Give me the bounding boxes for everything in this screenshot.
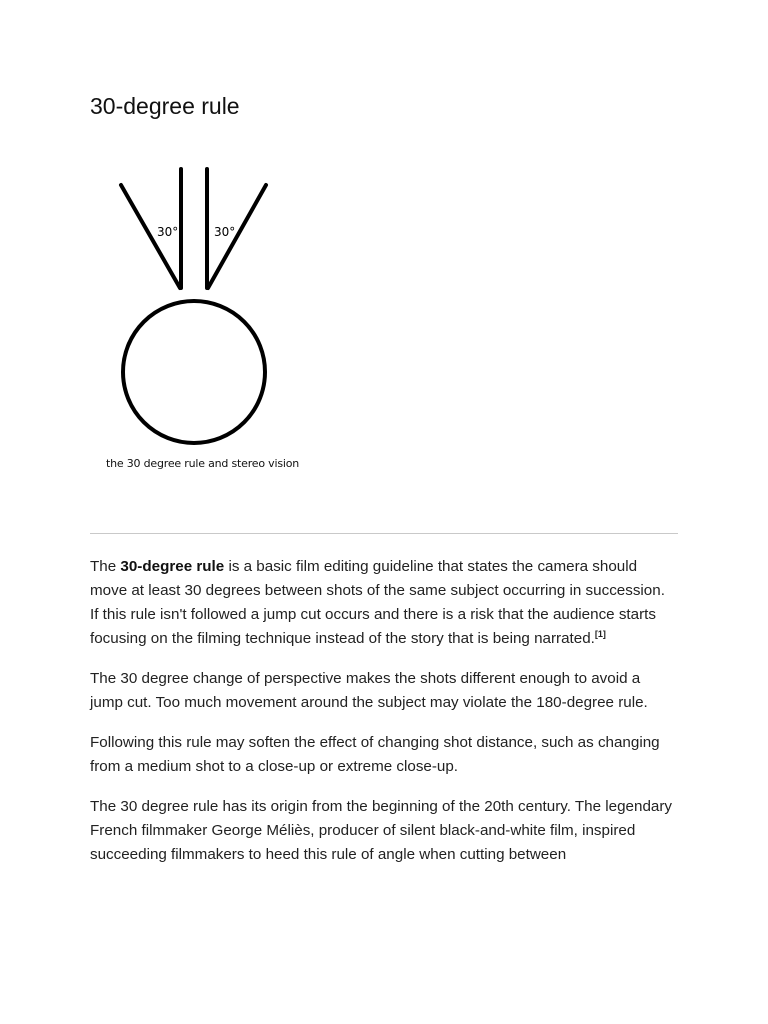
page-title: 30-degree rule <box>90 93 240 119</box>
paragraph-4: The 30 degree rule has its origin from the beginning of the 20th century. The legendary French filmmaker George Méliès, producer of silent black-and-white film, inspired succeeding filmmakers to heed this rule of angle when cutting between <box>90 798 672 863</box>
thirty-degree-diagram <box>100 160 300 480</box>
paragraph-3: Following this rule may soften the effect of changing shot distance, such as changing from a medium shot to a close-up or extreme close-up. <box>90 734 660 775</box>
citation-link[interactable]: [1] <box>594 629 606 639</box>
paragraph-1 <box>90 555 675 651</box>
p1-intro: The <box>90 558 121 575</box>
rule-term: 30-degree rule <box>120 558 225 575</box>
section-divider <box>90 533 678 534</box>
diagram-svg <box>100 160 300 480</box>
article-body <box>90 555 675 883</box>
angle-label-left: 30° <box>157 225 179 239</box>
angle-label-right: 30° <box>214 225 236 239</box>
subject-circle <box>123 301 265 443</box>
paragraph-2: The 30 degree change of perspective makes the shots different enough to avoid a jump cut. Too much movement around the subject may violate the 180-degree rule. <box>90 670 648 711</box>
figure-caption: the 30 degree rule and stereo vision <box>106 457 300 470</box>
p1-body: is a basic film editing guideline that states the camera should move at least 30 degrees between shots of the same subject occurring in succession. If this rule isn't followed a jump cut occurs and there is a risk that the audience starts focusing on the filming technique instead of the story that is being narrated. <box>90 558 665 647</box>
